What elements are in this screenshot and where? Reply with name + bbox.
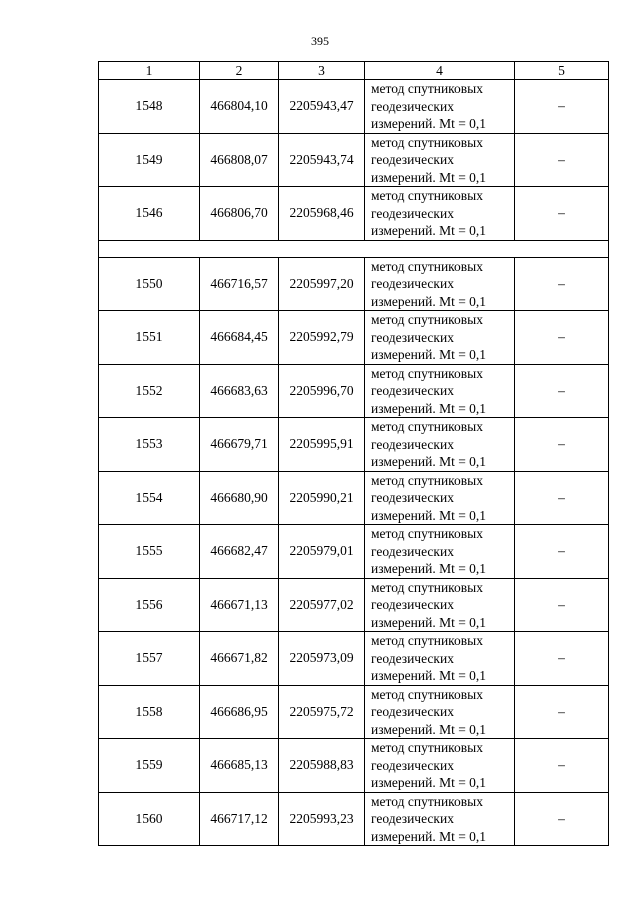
description-cell: – [515, 311, 609, 365]
table-row [99, 257, 609, 311]
coordinate-y-cell: 2205979,01 [279, 525, 365, 579]
description-cell: – [515, 792, 609, 846]
method-line: измерений. Mt = 0,1 [371, 507, 487, 523]
coordinate-y-cell: 2205992,79 [279, 311, 365, 365]
method-line: метод спутниковых [371, 81, 483, 96]
coordinate-x-cell: 466686,95 [200, 685, 279, 739]
column-header: 4 [365, 62, 515, 80]
table-row [99, 792, 609, 846]
method-line: метод спутниковых [371, 526, 483, 541]
method-line: измерений. Mt = 0,1 [371, 169, 487, 185]
method-line: метод спутниковых [371, 258, 483, 274]
coordinate-x-cell: 466679,71 [200, 418, 279, 472]
method-line: измерений. Mt = 0,1 [371, 116, 487, 131]
table-row [99, 187, 609, 241]
coordinate-y-cell: 2205968,46 [279, 187, 365, 241]
point-number-cell: 1548 [99, 80, 200, 134]
description-cell: – [515, 685, 609, 739]
method-line: метод спутниковых [371, 312, 483, 327]
method-cell [365, 525, 515, 579]
method-line: геодезических [371, 329, 454, 345]
table-row [99, 311, 609, 365]
method-line: измерений. Mt = 0,1 [371, 668, 487, 683]
point-number-cell: 1556 [99, 578, 200, 632]
coordinate-y-cell: 2205943,74 [279, 133, 365, 187]
table-row [99, 364, 609, 418]
description-cell: – [515, 578, 609, 632]
table-row [99, 739, 609, 793]
description-cell: – [515, 471, 609, 525]
point-number-cell: 1550 [99, 257, 200, 311]
method-line: измерений. Mt = 0,1 [371, 293, 487, 309]
page-number: 395 [311, 34, 329, 48]
method-line: измерений. Mt = 0,1 [371, 614, 487, 630]
coordinate-y-cell: 2205990,21 [279, 471, 365, 525]
method-line: метод спутниковых [371, 188, 483, 203]
method-cell [365, 685, 515, 739]
coordinate-x-cell: 466671,82 [200, 632, 279, 686]
point-number-cell: 1553 [99, 418, 200, 472]
method-cell [365, 739, 515, 793]
coordinate-x-cell: 466804,10 [200, 80, 279, 134]
method-line: метод спутниковых [371, 793, 483, 809]
method-line: измерений. Mt = 0,1 [371, 561, 487, 576]
description-cell: – [515, 257, 609, 311]
method-line: метод спутниковых [371, 633, 483, 648]
column-header: 2 [200, 62, 279, 80]
description-cell: – [515, 187, 609, 241]
table-row [99, 525, 609, 579]
method-line: метод спутниковых [371, 134, 483, 150]
description-cell: – [515, 80, 609, 134]
method-line: измерений. Mt = 0,1 [371, 347, 487, 362]
column-header: 5 [515, 62, 609, 80]
description-cell: – [515, 525, 609, 579]
coordinate-x-cell: 466808,07 [200, 133, 279, 187]
coordinate-x-cell: 466717,12 [200, 792, 279, 846]
description-cell: – [515, 739, 609, 793]
method-cell [365, 418, 515, 472]
point-number-cell: 1555 [99, 525, 200, 579]
method-line: геодезических [371, 757, 454, 773]
coordinate-x-cell: 466685,13 [200, 739, 279, 793]
table-row [99, 418, 609, 472]
method-line: геодезических [371, 490, 454, 505]
description-cell: – [515, 364, 609, 418]
point-number-cell: 1559 [99, 739, 200, 793]
column-header: 3 [279, 62, 365, 80]
coordinate-x-cell: 466680,90 [200, 471, 279, 525]
method-line: метод спутниковых [371, 579, 483, 595]
table-row [99, 471, 609, 525]
point-number-cell: 1560 [99, 792, 200, 846]
coordinate-y-cell: 2205995,91 [279, 418, 365, 472]
separator-cell [99, 240, 609, 257]
coordinate-y-cell: 2205977,02 [279, 578, 365, 632]
method-line: измерений. Mt = 0,1 [371, 775, 487, 790]
separator-row [99, 240, 609, 257]
coordinate-y-cell: 2205943,47 [279, 80, 365, 134]
coordinate-y-cell: 2205975,72 [279, 685, 365, 739]
coordinate-y-cell: 2205993,23 [279, 792, 365, 846]
method-cell [365, 632, 515, 686]
coordinate-x-cell: 466671,13 [200, 578, 279, 632]
coordinate-x-cell: 466716,57 [200, 257, 279, 311]
method-cell [365, 311, 515, 365]
method-cell [365, 792, 515, 846]
description-cell: – [515, 418, 609, 472]
method-line: геодезических [371, 152, 454, 167]
method-cell [365, 257, 515, 311]
method-line: метод спутниковых [371, 419, 483, 434]
coordinate-x-cell: 466682,47 [200, 525, 279, 579]
method-cell [365, 187, 515, 241]
table-body [99, 80, 609, 846]
method-line: измерений. Mt = 0,1 [371, 223, 487, 238]
method-line: геодезических [371, 543, 454, 559]
coordinate-x-cell: 466683,63 [200, 364, 279, 418]
method-cell [365, 364, 515, 418]
table-header-row [99, 62, 609, 80]
table-row [99, 632, 609, 686]
point-number-cell: 1552 [99, 364, 200, 418]
point-number-cell: 1557 [99, 632, 200, 686]
method-line: метод спутниковых [371, 472, 483, 488]
coordinate-y-cell: 2205973,09 [279, 632, 365, 686]
method-cell [365, 578, 515, 632]
method-cell [365, 133, 515, 187]
point-number-cell: 1554 [99, 471, 200, 525]
description-cell: – [515, 632, 609, 686]
method-line: измерений. Mt = 0,1 [371, 721, 487, 737]
method-line: геодезических [371, 597, 454, 612]
method-line: геодезических [371, 436, 454, 452]
description-cell: – [515, 133, 609, 187]
column-header: 1 [99, 62, 200, 80]
method-line: измерений. Mt = 0,1 [371, 454, 487, 469]
table-row [99, 685, 609, 739]
point-number-cell: 1549 [99, 133, 200, 187]
point-number-cell: 1551 [99, 311, 200, 365]
coordinate-y-cell: 2205996,70 [279, 364, 365, 418]
method-line: измерений. Mt = 0,1 [371, 828, 487, 844]
coordinate-x-cell: 466684,45 [200, 311, 279, 365]
method-line: геодезических [371, 650, 454, 666]
table-row [99, 80, 609, 134]
method-line: геодезических [371, 276, 454, 291]
method-line: измерений. Mt = 0,1 [371, 400, 487, 416]
coordinates-table [98, 61, 609, 846]
method-cell [365, 471, 515, 525]
method-line: геодезических [371, 383, 454, 398]
method-line: геодезических [371, 205, 454, 221]
point-number-cell: 1558 [99, 685, 200, 739]
coordinate-y-cell: 2205997,20 [279, 257, 365, 311]
table-row [99, 133, 609, 187]
method-line: геодезических [371, 811, 454, 826]
coordinate-y-cell: 2205988,83 [279, 739, 365, 793]
point-number-cell: 1546 [99, 187, 200, 241]
method-line: метод спутниковых [371, 686, 483, 702]
method-line: геодезических [371, 704, 454, 719]
method-line: метод спутниковых [371, 740, 483, 755]
method-cell [365, 80, 515, 134]
coordinate-x-cell: 466806,70 [200, 187, 279, 241]
table-row [99, 578, 609, 632]
method-line: геодезических [371, 98, 454, 114]
method-line: метод спутниковых [371, 365, 483, 381]
